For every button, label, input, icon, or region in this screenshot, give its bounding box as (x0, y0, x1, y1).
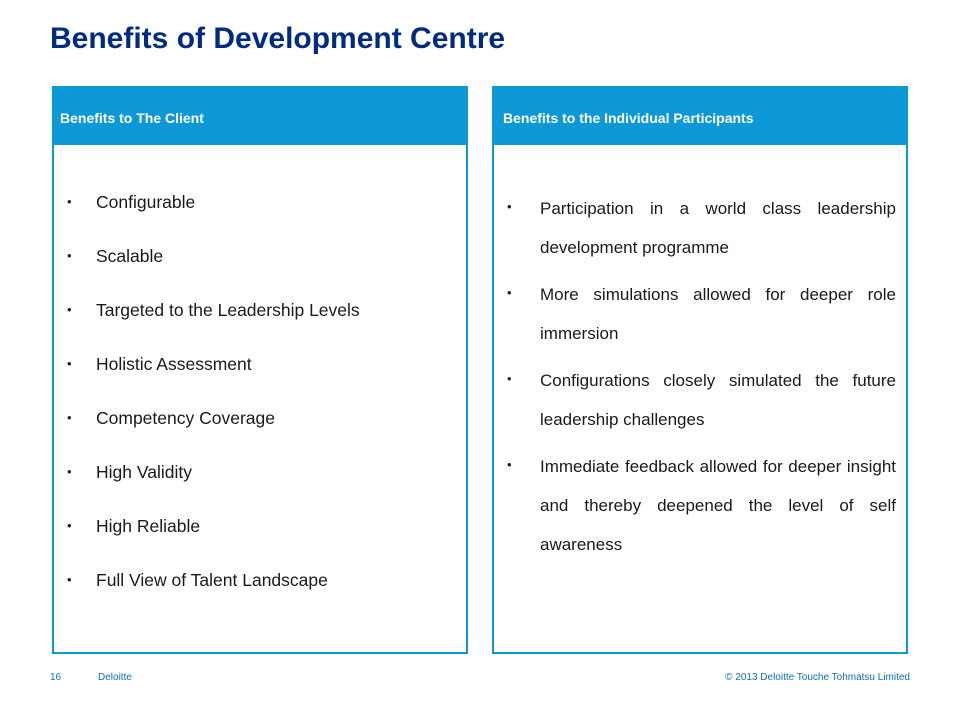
client-benefits-panel (52, 86, 468, 654)
page-title: Benefits of Development Centre (50, 22, 506, 55)
bullet-icon: • (507, 457, 512, 472)
footer-brand: Deloitte (98, 672, 132, 683)
participant-benefits-panel (492, 86, 908, 654)
list-item (54, 244, 446, 298)
participant-benefits-list (494, 145, 906, 564)
list-item-text: Targeted to the Leadership Levels (96, 300, 360, 320)
list-item-text: Competency Coverage (96, 408, 275, 428)
list-item (494, 361, 896, 439)
list-item-text: Configurations closely simulated the future leadership challenges (540, 371, 896, 429)
footer-copyright: © 2013 Deloitte Touche Tohmatsu Limited (725, 672, 910, 683)
list-item-text: Configurable (96, 192, 196, 212)
list-item-text: Holistic Assessment (96, 354, 252, 374)
list-item (494, 189, 896, 267)
list-item-text: More simulations allowed for deeper role immersion (540, 285, 896, 343)
list-item (54, 514, 446, 568)
bullet-icon: • (67, 248, 72, 263)
list-item (54, 406, 446, 460)
list-item (54, 352, 446, 406)
list-item (494, 447, 896, 564)
list-item-text: High Reliable (96, 516, 201, 536)
bullet-icon: • (67, 194, 72, 209)
list-item (54, 568, 446, 622)
page-number: 16 (50, 672, 62, 683)
bullet-icon: • (67, 302, 72, 317)
bullet-icon: • (67, 572, 72, 587)
bullet-icon: • (507, 199, 512, 214)
bullet-icon: • (507, 371, 512, 386)
list-item-text: Immediate feedback allowed for deeper insight and thereby deepened the level of self awareness (540, 457, 896, 554)
list-item (54, 190, 446, 244)
list-item-text: Full View of Talent Landscape (96, 570, 328, 590)
bullet-icon: • (507, 285, 512, 300)
bullet-icon: • (67, 356, 72, 371)
list-item-text: High Validity (96, 462, 192, 482)
bullet-icon: • (67, 410, 72, 425)
list-item-text: Participation in a world class leadership development programme (540, 199, 896, 257)
participant-benefits-heading: Benefits to the Individual Participants (494, 88, 906, 145)
client-benefits-list (54, 145, 466, 622)
bullet-icon: • (67, 464, 72, 479)
list-item-text: Scalable (96, 246, 164, 266)
list-item (54, 298, 446, 352)
list-item (494, 275, 896, 353)
bullet-icon: • (67, 518, 72, 533)
client-benefits-heading: Benefits to The Client (54, 88, 466, 145)
list-item (54, 460, 446, 514)
